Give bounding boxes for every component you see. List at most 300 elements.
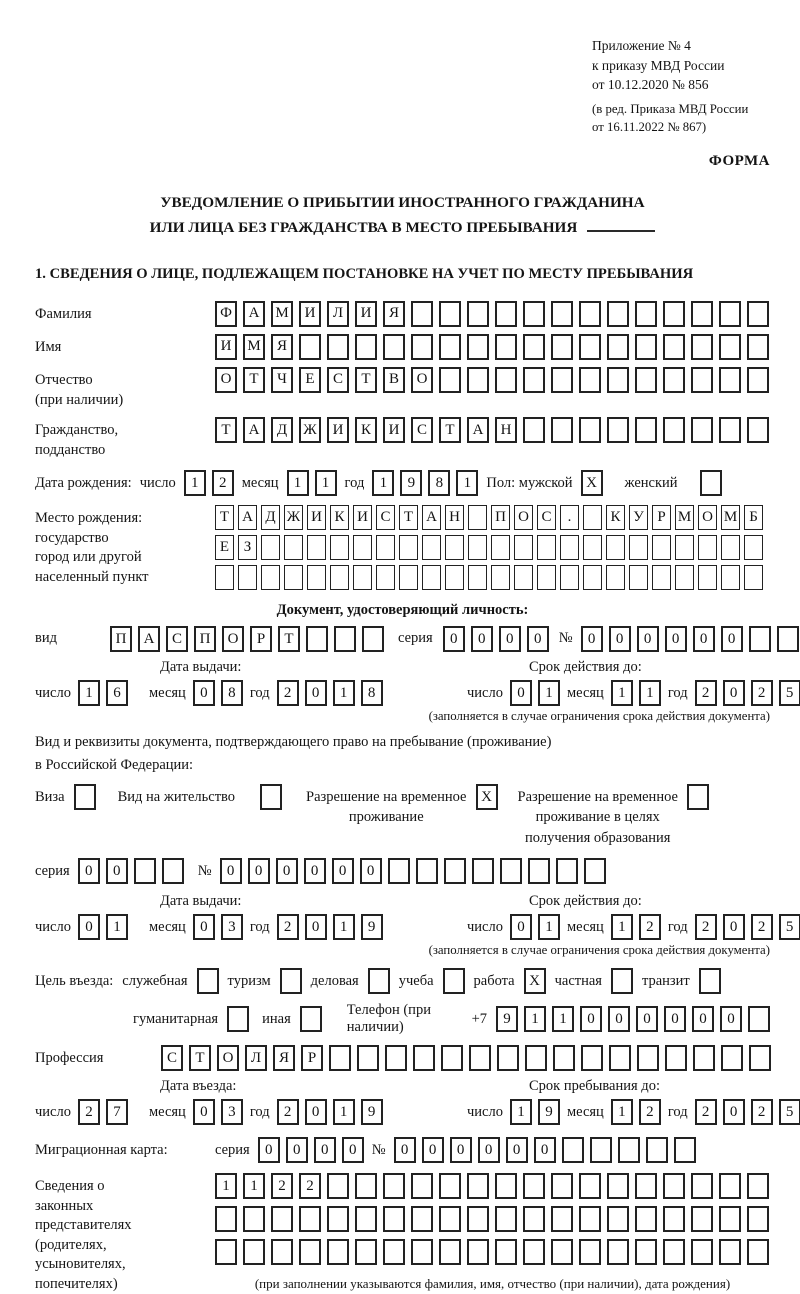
char-cell[interactable]: 0 [720, 1006, 742, 1032]
sex-male-checkbox[interactable] [581, 470, 603, 496]
id-doc-issue-day[interactable] [78, 680, 128, 706]
char-cell[interactable] [355, 1206, 377, 1232]
char-cell[interactable]: М [675, 505, 694, 530]
char-cell[interactable]: А [467, 417, 489, 443]
char-cell[interactable]: О [215, 367, 237, 393]
char-cell[interactable]: 0 [305, 914, 327, 940]
char-cell[interactable]: 6 [106, 680, 128, 706]
char-cell[interactable] [691, 1206, 713, 1232]
char-cell[interactable]: 1 [538, 680, 560, 706]
char-cell[interactable] [551, 301, 573, 327]
char-cell[interactable]: Б [744, 505, 763, 530]
entry-day[interactable] [78, 1099, 128, 1125]
char-cell[interactable]: 8 [428, 470, 450, 496]
birthplace-cells-3[interactable] [215, 565, 763, 590]
char-cell[interactable] [376, 565, 395, 590]
char-cell[interactable] [590, 1137, 612, 1163]
char-cell[interactable]: 0 [637, 626, 659, 652]
char-cell[interactable]: 2 [78, 1099, 100, 1125]
char-cell[interactable]: Н [445, 505, 464, 530]
char-cell[interactable] [562, 1137, 584, 1163]
char-cell[interactable]: 1 [372, 470, 394, 496]
char-cell[interactable] [467, 1239, 489, 1265]
char-cell[interactable] [468, 565, 487, 590]
char-cell[interactable]: И [215, 334, 237, 360]
char-cell[interactable] [495, 1239, 517, 1265]
char-cell[interactable] [495, 1206, 517, 1232]
char-cell[interactable] [607, 334, 629, 360]
char-cell[interactable] [579, 334, 601, 360]
char-cell[interactable] [271, 1206, 293, 1232]
char-cell[interactable]: 2 [695, 914, 717, 940]
char-cell[interactable]: 1 [333, 1099, 355, 1125]
char-cell[interactable] [441, 1045, 463, 1071]
char-cell[interactable] [355, 1239, 377, 1265]
char-cell[interactable] [523, 1206, 545, 1232]
char-cell[interactable] [491, 565, 510, 590]
char-cell[interactable]: Д [271, 417, 293, 443]
char-cell[interactable] [523, 334, 545, 360]
char-cell[interactable]: Р [652, 505, 671, 530]
sex-female-checkbox[interactable] [700, 470, 722, 496]
id-doc-kind-cells[interactable] [110, 626, 384, 652]
char-cell[interactable] [675, 565, 694, 590]
char-cell[interactable] [583, 505, 602, 530]
stay-month[interactable] [611, 1099, 661, 1125]
char-cell[interactable]: 2 [277, 680, 299, 706]
char-cell[interactable] [388, 858, 410, 884]
char-cell[interactable] [721, 535, 740, 560]
char-cell[interactable]: 0 [527, 626, 549, 652]
char-cell[interactable] [357, 1045, 379, 1071]
char-cell[interactable]: А [238, 505, 257, 530]
char-cell[interactable] [528, 858, 550, 884]
char-cell[interactable] [747, 334, 769, 360]
char-cell[interactable] [607, 417, 629, 443]
char-cell[interactable] [416, 858, 438, 884]
char-cell[interactable]: 2 [695, 680, 717, 706]
char-cell[interactable]: А [243, 301, 265, 327]
char-cell[interactable]: 0 [394, 1137, 416, 1163]
representatives-cells-2[interactable] [215, 1206, 769, 1232]
char-cell[interactable] [719, 1173, 741, 1199]
char-cell[interactable]: Н [495, 417, 517, 443]
char-cell[interactable]: 0 [665, 626, 687, 652]
char-cell[interactable]: 2 [299, 1173, 321, 1199]
char-cell[interactable]: 0 [534, 1137, 556, 1163]
phone-cells[interactable] [496, 1006, 770, 1032]
char-cell[interactable] [635, 1206, 657, 1232]
stay-day[interactable] [510, 1099, 560, 1125]
char-cell[interactable]: 1 [184, 470, 206, 496]
char-cell[interactable] [609, 1045, 631, 1071]
char-cell[interactable] [523, 417, 545, 443]
char-cell[interactable] [284, 565, 303, 590]
char-cell[interactable] [635, 1173, 657, 1199]
char-cell[interactable]: 5 [779, 1099, 800, 1125]
char-cell[interactable] [652, 565, 671, 590]
id-doc-issue-month[interactable] [193, 680, 243, 706]
char-cell[interactable] [551, 417, 573, 443]
char-cell[interactable] [385, 1045, 407, 1071]
char-cell[interactable]: 1 [333, 914, 355, 940]
char-cell[interactable] [663, 417, 685, 443]
char-cell[interactable]: 0 [581, 626, 603, 652]
char-cell[interactable] [560, 535, 579, 560]
char-cell[interactable]: 0 [608, 1006, 630, 1032]
char-cell[interactable] [551, 367, 573, 393]
char-cell[interactable] [719, 301, 741, 327]
purpose-private-checkbox[interactable] [611, 968, 633, 994]
char-cell[interactable] [300, 1006, 322, 1032]
char-cell[interactable]: М [721, 505, 740, 530]
char-cell[interactable] [472, 858, 494, 884]
char-cell[interactable] [579, 1239, 601, 1265]
char-cell[interactable]: 1 [510, 1099, 532, 1125]
char-cell[interactable] [665, 1045, 687, 1071]
char-cell[interactable]: М [271, 301, 293, 327]
char-cell[interactable]: 9 [538, 1099, 560, 1125]
char-cell[interactable]: Ж [284, 505, 303, 530]
id-doc-valid-day[interactable] [510, 680, 560, 706]
char-cell[interactable]: 5 [779, 680, 800, 706]
char-cell[interactable] [439, 1173, 461, 1199]
temp-residence-edu-checkbox[interactable] [687, 784, 709, 810]
char-cell[interactable] [523, 1173, 545, 1199]
char-cell[interactable]: 1 [215, 1173, 237, 1199]
char-cell[interactable]: 3 [221, 914, 243, 940]
id-doc-number-cells[interactable] [581, 626, 800, 652]
id-doc-valid-month[interactable] [611, 680, 661, 706]
char-cell[interactable] [687, 784, 709, 810]
char-cell[interactable]: 1 [333, 680, 355, 706]
char-cell[interactable] [523, 1239, 545, 1265]
char-cell[interactable]: 1 [552, 1006, 574, 1032]
char-cell[interactable]: П [491, 505, 510, 530]
char-cell[interactable] [523, 301, 545, 327]
char-cell[interactable] [411, 301, 433, 327]
char-cell[interactable] [444, 858, 466, 884]
entry-year[interactable] [277, 1099, 383, 1125]
char-cell[interactable] [635, 334, 657, 360]
char-cell[interactable]: 0 [580, 1006, 602, 1032]
char-cell[interactable] [514, 535, 533, 560]
char-cell[interactable] [261, 565, 280, 590]
char-cell[interactable] [637, 1045, 659, 1071]
char-cell[interactable]: 1 [456, 470, 478, 496]
char-cell[interactable]: 2 [751, 680, 773, 706]
residence-number-cells[interactable] [220, 858, 606, 884]
char-cell[interactable] [468, 535, 487, 560]
char-cell[interactable]: X [524, 968, 546, 994]
char-cell[interactable] [525, 1045, 547, 1071]
char-cell[interactable]: 8 [361, 680, 383, 706]
char-cell[interactable] [134, 858, 156, 884]
char-cell[interactable] [327, 1206, 349, 1232]
char-cell[interactable] [467, 301, 489, 327]
char-cell[interactable]: 0 [723, 914, 745, 940]
purpose-humanitarian-checkbox[interactable] [227, 1006, 249, 1032]
char-cell[interactable] [556, 858, 578, 884]
char-cell[interactable] [215, 1239, 237, 1265]
char-cell[interactable]: 9 [361, 1099, 383, 1125]
char-cell[interactable] [243, 1239, 265, 1265]
entry-month[interactable] [193, 1099, 243, 1125]
char-cell[interactable]: 0 [723, 680, 745, 706]
char-cell[interactable] [583, 535, 602, 560]
char-cell[interactable]: 0 [78, 914, 100, 940]
char-cell[interactable] [353, 565, 372, 590]
char-cell[interactable] [307, 535, 326, 560]
char-cell[interactable]: И [383, 417, 405, 443]
char-cell[interactable]: 0 [478, 1137, 500, 1163]
char-cell[interactable] [663, 367, 685, 393]
char-cell[interactable] [663, 1173, 685, 1199]
birth-day-cells[interactable] [184, 470, 234, 496]
char-cell[interactable]: 2 [751, 914, 773, 940]
char-cell[interactable] [652, 535, 671, 560]
char-cell[interactable]: М [243, 334, 265, 360]
char-cell[interactable]: 0 [106, 858, 128, 884]
char-cell[interactable]: 0 [304, 858, 326, 884]
char-cell[interactable]: Т [278, 626, 300, 652]
char-cell[interactable]: 0 [305, 680, 327, 706]
char-cell[interactable] [383, 1206, 405, 1232]
purpose-transit-checkbox[interactable] [699, 968, 721, 994]
visa-checkbox[interactable] [74, 784, 96, 810]
char-cell[interactable] [439, 334, 461, 360]
char-cell[interactable] [439, 367, 461, 393]
char-cell[interactable] [411, 1206, 433, 1232]
char-cell[interactable] [411, 334, 433, 360]
char-cell[interactable]: 9 [400, 470, 422, 496]
char-cell[interactable] [579, 417, 601, 443]
char-cell[interactable] [383, 1173, 405, 1199]
char-cell[interactable] [467, 367, 489, 393]
char-cell[interactable] [411, 1173, 433, 1199]
char-cell[interactable] [674, 1137, 696, 1163]
char-cell[interactable]: 8 [221, 680, 243, 706]
char-cell[interactable] [467, 334, 489, 360]
char-cell[interactable] [422, 535, 441, 560]
char-cell[interactable] [691, 301, 713, 327]
migration-series-cells[interactable] [258, 1137, 364, 1163]
char-cell[interactable]: 2 [639, 1099, 661, 1125]
char-cell[interactable]: 0 [506, 1137, 528, 1163]
char-cell[interactable] [747, 417, 769, 443]
char-cell[interactable] [271, 1239, 293, 1265]
char-cell[interactable] [376, 535, 395, 560]
char-cell[interactable]: В [383, 367, 405, 393]
char-cell[interactable]: З [238, 535, 257, 560]
char-cell[interactable] [329, 1045, 351, 1071]
char-cell[interactable]: 0 [193, 680, 215, 706]
id-doc-valid-year[interactable] [695, 680, 800, 706]
char-cell[interactable]: У [629, 505, 648, 530]
char-cell[interactable]: К [606, 505, 625, 530]
char-cell[interactable] [537, 565, 556, 590]
char-cell[interactable] [747, 367, 769, 393]
char-cell[interactable] [514, 565, 533, 590]
char-cell[interactable] [495, 367, 517, 393]
char-cell[interactable]: 2 [639, 914, 661, 940]
char-cell[interactable] [698, 565, 717, 590]
char-cell[interactable]: П [194, 626, 216, 652]
char-cell[interactable] [606, 565, 625, 590]
char-cell[interactable]: С [161, 1045, 183, 1071]
char-cell[interactable] [663, 334, 685, 360]
char-cell[interactable] [299, 1239, 321, 1265]
char-cell[interactable] [468, 505, 487, 530]
char-cell[interactable]: 0 [193, 1099, 215, 1125]
char-cell[interactable]: Т [215, 505, 234, 530]
char-cell[interactable] [607, 1173, 629, 1199]
char-cell[interactable] [551, 334, 573, 360]
char-cell[interactable] [74, 784, 96, 810]
char-cell[interactable]: Т [399, 505, 418, 530]
birthplace-cells-1[interactable] [215, 505, 763, 530]
char-cell[interactable]: 7 [106, 1099, 128, 1125]
char-cell[interactable]: 1 [243, 1173, 265, 1199]
char-cell[interactable] [584, 858, 606, 884]
char-cell[interactable] [500, 858, 522, 884]
char-cell[interactable] [495, 1173, 517, 1199]
firstname-cells[interactable] [215, 334, 769, 360]
char-cell[interactable] [629, 565, 648, 590]
char-cell[interactable]: О [411, 367, 433, 393]
char-cell[interactable]: . [560, 505, 579, 530]
char-cell[interactable]: К [330, 505, 349, 530]
char-cell[interactable] [700, 470, 722, 496]
char-cell[interactable] [327, 1239, 349, 1265]
char-cell[interactable]: И [355, 301, 377, 327]
char-cell[interactable] [581, 1045, 603, 1071]
char-cell[interactable]: 0 [510, 914, 532, 940]
residence-series-cells[interactable] [78, 858, 184, 884]
char-cell[interactable] [749, 1045, 771, 1071]
char-cell[interactable]: А [243, 417, 265, 443]
char-cell[interactable]: 1 [538, 914, 560, 940]
residence-valid-year[interactable] [695, 914, 800, 940]
char-cell[interactable]: 0 [248, 858, 270, 884]
char-cell[interactable]: 5 [779, 914, 800, 940]
char-cell[interactable]: 2 [695, 1099, 717, 1125]
char-cell[interactable] [162, 858, 184, 884]
char-cell[interactable]: К [355, 417, 377, 443]
residence-valid-month[interactable] [611, 914, 661, 940]
id-doc-series-cells[interactable] [443, 626, 549, 652]
patronymic-cells[interactable] [215, 367, 769, 393]
char-cell[interactable]: Т [215, 417, 237, 443]
char-cell[interactable] [261, 535, 280, 560]
char-cell[interactable] [777, 626, 799, 652]
residence-valid-day[interactable] [510, 914, 560, 940]
char-cell[interactable]: 0 [721, 626, 743, 652]
char-cell[interactable] [607, 301, 629, 327]
char-cell[interactable] [330, 535, 349, 560]
char-cell[interactable]: И [299, 301, 321, 327]
char-cell[interactable] [691, 1173, 713, 1199]
char-cell[interactable] [215, 565, 234, 590]
residence-issue-year[interactable] [277, 914, 383, 940]
char-cell[interactable] [467, 1206, 489, 1232]
char-cell[interactable] [383, 1239, 405, 1265]
char-cell[interactable]: 1 [524, 1006, 546, 1032]
char-cell[interactable] [560, 565, 579, 590]
char-cell[interactable]: Я [271, 334, 293, 360]
char-cell[interactable]: 1 [639, 680, 661, 706]
char-cell[interactable] [618, 1137, 640, 1163]
char-cell[interactable] [635, 301, 657, 327]
birthplace-cells-2[interactable] [215, 535, 763, 560]
char-cell[interactable]: Р [250, 626, 272, 652]
char-cell[interactable] [611, 968, 633, 994]
char-cell[interactable] [579, 1206, 601, 1232]
char-cell[interactable] [699, 968, 721, 994]
stay-year[interactable] [695, 1099, 800, 1125]
char-cell[interactable]: Е [299, 367, 321, 393]
purpose-other-checkbox[interactable] [300, 1006, 322, 1032]
representatives-cells-1[interactable] [215, 1173, 769, 1199]
char-cell[interactable] [747, 301, 769, 327]
birth-month-cells[interactable] [287, 470, 337, 496]
char-cell[interactable]: Е [215, 535, 234, 560]
char-cell[interactable] [675, 535, 694, 560]
char-cell[interactable] [551, 1173, 573, 1199]
residence-issue-day[interactable] [78, 914, 128, 940]
char-cell[interactable]: Т [439, 417, 461, 443]
char-cell[interactable] [635, 417, 657, 443]
char-cell[interactable] [537, 535, 556, 560]
char-cell[interactable]: О [698, 505, 717, 530]
char-cell[interactable]: 0 [305, 1099, 327, 1125]
char-cell[interactable] [719, 334, 741, 360]
char-cell[interactable] [411, 1239, 433, 1265]
char-cell[interactable] [495, 334, 517, 360]
char-cell[interactable] [744, 565, 763, 590]
char-cell[interactable] [280, 968, 302, 994]
char-cell[interactable]: 0 [499, 626, 521, 652]
char-cell[interactable]: Я [273, 1045, 295, 1071]
char-cell[interactable] [691, 367, 713, 393]
char-cell[interactable] [362, 626, 384, 652]
char-cell[interactable] [327, 334, 349, 360]
char-cell[interactable]: С [411, 417, 433, 443]
char-cell[interactable] [719, 1206, 741, 1232]
char-cell[interactable]: С [327, 367, 349, 393]
char-cell[interactable]: И [307, 505, 326, 530]
char-cell[interactable] [439, 1206, 461, 1232]
char-cell[interactable]: А [138, 626, 160, 652]
char-cell[interactable]: 1 [287, 470, 309, 496]
char-cell[interactable] [353, 535, 372, 560]
char-cell[interactable] [579, 367, 601, 393]
char-cell[interactable] [691, 417, 713, 443]
char-cell[interactable]: 1 [611, 1099, 633, 1125]
char-cell[interactable] [747, 1173, 769, 1199]
char-cell[interactable]: 2 [271, 1173, 293, 1199]
residence-permit-checkbox[interactable] [260, 784, 282, 810]
char-cell[interactable] [227, 1006, 249, 1032]
char-cell[interactable] [747, 1239, 769, 1265]
representatives-cells-3[interactable] [215, 1239, 769, 1265]
char-cell[interactable]: Л [245, 1045, 267, 1071]
char-cell[interactable]: 1 [611, 914, 633, 940]
char-cell[interactable] [445, 565, 464, 590]
char-cell[interactable] [439, 1239, 461, 1265]
id-doc-issue-year[interactable] [277, 680, 383, 706]
char-cell[interactable] [744, 535, 763, 560]
